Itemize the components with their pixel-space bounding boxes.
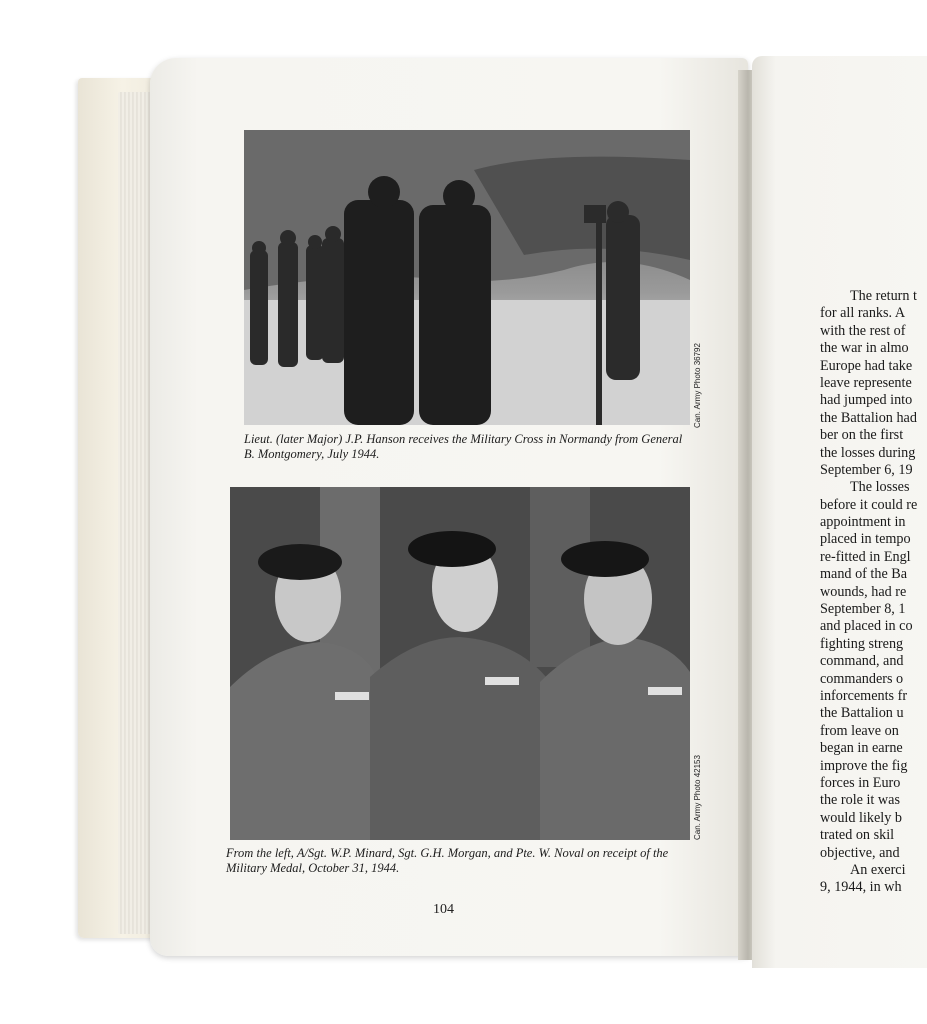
text-line: fighting streng	[820, 635, 904, 652]
text-line: the Battalion u	[820, 705, 904, 722]
text-line: with the rest of	[820, 322, 906, 339]
text-line: the war in almo	[820, 340, 909, 357]
photo-caption-1: Lieut. (later Major) J.P. Hanson receives the Military Cross in Normandy from General B. Montgomery, July 1944.	[244, 432, 683, 461]
text-line: An exerci	[850, 861, 906, 878]
text-line: would likely b	[820, 809, 902, 826]
text-line: The return t	[850, 288, 917, 304]
photo-caption-2: From the left, A/Sgt. W.P. Minard, Sgt. G.H. Morgan, and Pte. W. Noval on receipt of the Military Medal, October 31, 1944.	[226, 846, 669, 875]
text-line: mand of the Ba	[820, 566, 908, 583]
text-line: the Battalion had	[820, 409, 917, 426]
photo-montgomery-ceremony	[244, 130, 690, 425]
text-line: wounds, had re	[820, 583, 907, 600]
text-line: and placed in co	[820, 618, 913, 635]
text-line: commanders o	[820, 670, 904, 687]
text-line: leave represente	[820, 374, 912, 391]
text-line: inforcements fr	[820, 687, 908, 704]
photo-three-soldiers	[230, 487, 690, 840]
text-line: command, and	[820, 653, 904, 670]
text-line: the role it was	[820, 792, 900, 809]
photo-credit-2: Can. Army Photo 42153	[693, 755, 702, 840]
text-line: re-fitted in Engl	[820, 548, 911, 565]
text-line: 9, 1944, in wh	[820, 879, 902, 896]
text-line: Europe had take	[820, 357, 913, 374]
text-line: forces in Euro	[820, 774, 901, 791]
text-line: objective, and	[820, 844, 900, 861]
text-line: September 6, 19	[820, 461, 913, 478]
text-line: The losses	[850, 479, 910, 496]
text-line: began in earne	[820, 740, 903, 757]
page-number: 104	[433, 902, 454, 917]
text-line: before it could re	[820, 496, 918, 513]
text-line: appointment in	[820, 514, 906, 531]
text-line: placed in tempo	[820, 531, 911, 548]
text-line: improve the fig	[820, 757, 908, 774]
text-line: ber on the first	[820, 427, 904, 444]
text-line: for all ranks. A	[820, 305, 906, 322]
photo-credit-1: Can. Army Photo 36792	[693, 343, 702, 428]
text-line: trated on skil	[820, 827, 895, 844]
text-line: the losses during	[820, 444, 916, 461]
right-page-text	[820, 288, 927, 897]
text-line: from leave on	[820, 722, 899, 739]
text-line: had jumped into	[820, 392, 913, 409]
text-line: September 8, 1	[820, 601, 906, 618]
